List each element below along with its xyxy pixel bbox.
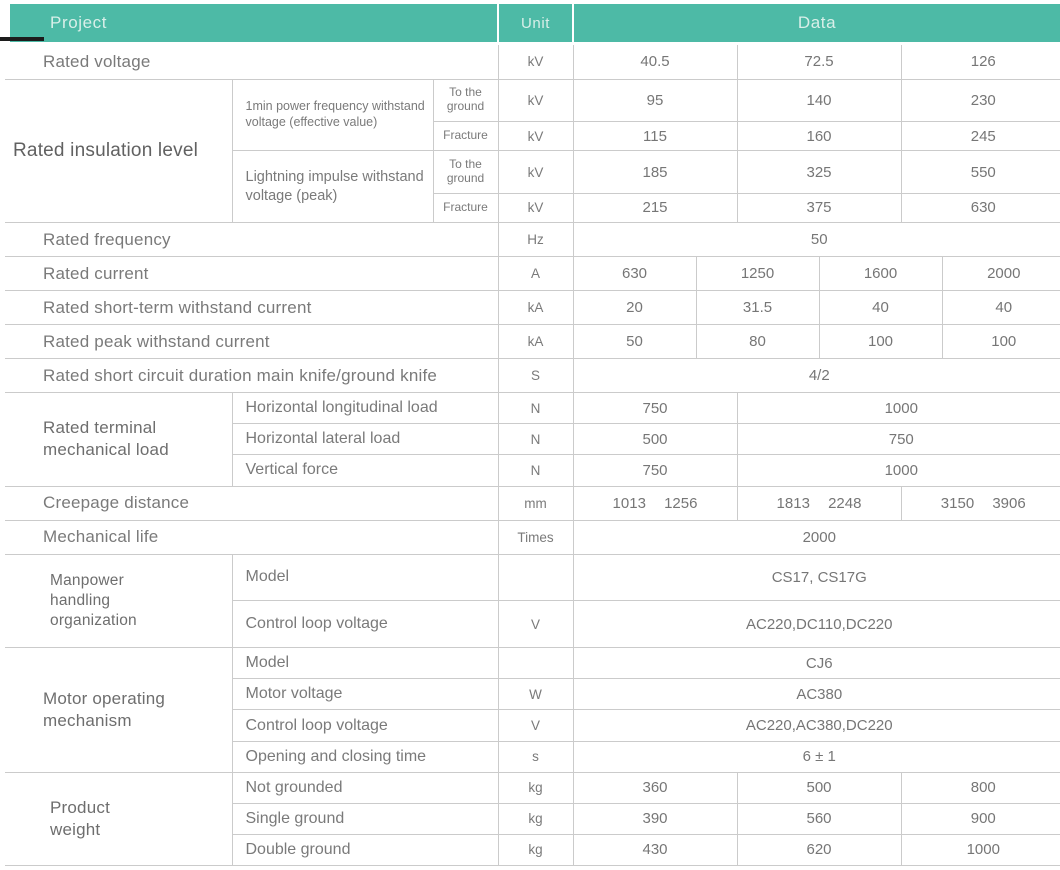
row-label: Rated peak withstand current xyxy=(5,325,498,359)
header-project: Project xyxy=(5,4,498,44)
group-label xyxy=(5,554,232,648)
value-cell: 215 xyxy=(573,193,737,223)
header-data: Data xyxy=(573,4,1060,44)
condition-label: To the ground xyxy=(433,151,498,193)
value-cell: 6 ± 1 xyxy=(573,741,1060,772)
value-cell: 80 xyxy=(696,325,819,359)
value-cell: 115 xyxy=(573,121,737,151)
table-row xyxy=(5,520,1060,554)
sub-label: Opening and closing time xyxy=(232,741,498,772)
sub-label: Horizontal lateral load xyxy=(232,424,498,455)
value-cell: 375 xyxy=(737,193,901,223)
value-cell: 360 xyxy=(573,772,737,803)
value-cell: 630 xyxy=(901,193,1060,223)
sub-label: Control loop voltage xyxy=(232,601,498,648)
value-cell: 1013 1256 xyxy=(573,486,737,520)
sub-label: Model xyxy=(232,648,498,679)
value-cell: 50 xyxy=(573,223,1060,257)
value-cell: 1250 xyxy=(696,257,819,291)
table-row xyxy=(5,393,1060,424)
specification-table xyxy=(0,4,1060,866)
table-row xyxy=(5,486,1060,520)
value-cell: 430 xyxy=(573,834,737,865)
value-cell: 325 xyxy=(737,151,901,193)
sub-label: Model xyxy=(232,554,498,601)
sub-label: Single ground xyxy=(232,803,498,834)
value-cell: 550 xyxy=(901,151,1060,193)
unit-cell: V xyxy=(498,601,573,648)
value-cell: 750 xyxy=(737,424,1060,455)
row-label: Rated current xyxy=(5,257,498,291)
value-cell: 2000 xyxy=(942,257,1060,291)
value-cell: 185 xyxy=(573,151,737,193)
sub-label-text: 1min power frequency withstand voltage (effective value) xyxy=(245,99,425,129)
group-label xyxy=(5,772,232,865)
value-cell: 1600 xyxy=(819,257,942,291)
row-label: Creepage distance xyxy=(5,486,498,520)
condition-label: Fracture xyxy=(433,121,498,151)
value-cell: CJ6 xyxy=(573,648,1060,679)
value-cell: 40 xyxy=(819,291,942,325)
value-cell: 31.5 xyxy=(696,291,819,325)
unit-cell: mm xyxy=(498,486,573,520)
sub-label xyxy=(232,151,433,223)
value-cell: 50 xyxy=(573,325,696,359)
value-cell: 95 xyxy=(573,79,737,121)
scan-artifact-line xyxy=(0,37,44,41)
value-cell: 560 xyxy=(737,803,901,834)
value-cell: CS17, CS17G xyxy=(573,554,1060,601)
unit-cell: Times xyxy=(498,520,573,554)
unit-cell: s xyxy=(498,741,573,772)
value-cell: 230 xyxy=(901,79,1060,121)
value-cell: 100 xyxy=(819,325,942,359)
value-cell: 126 xyxy=(901,44,1060,80)
value-cell: AC380 xyxy=(573,679,1060,710)
unit-cell: kV xyxy=(498,121,573,151)
unit-cell: kA xyxy=(498,291,573,325)
table-row xyxy=(5,359,1060,393)
value-cell: 140 xyxy=(737,79,901,121)
value-cell: 750 xyxy=(573,393,737,424)
unit-cell: kV xyxy=(498,151,573,193)
value-cell: 1000 xyxy=(901,834,1060,865)
value-cell: 20 xyxy=(573,291,696,325)
value-cell: 4/2 xyxy=(573,359,1060,393)
unit-cell: kV xyxy=(498,44,573,80)
sub-label: Horizontal longitudinal load xyxy=(232,393,498,424)
unit-cell: kV xyxy=(498,193,573,223)
value-cell: 40.5 xyxy=(573,44,737,80)
sub-label-text: Lightning impulse withstand voltage (peak) xyxy=(245,168,424,204)
unit-cell: N xyxy=(498,455,573,486)
value-cell: 245 xyxy=(901,121,1060,151)
value-cell: 2000 xyxy=(573,520,1060,554)
unit-cell: N xyxy=(498,424,573,455)
sub-label: Not grounded xyxy=(232,772,498,803)
group-label-text: Rated terminal mechanical load xyxy=(43,418,169,460)
row-label: Rated voltage xyxy=(5,44,498,80)
group-label: Rated insulation level xyxy=(5,79,232,223)
value-cell: 72.5 xyxy=(737,44,901,80)
sub-label xyxy=(232,79,433,151)
table-row xyxy=(5,554,1060,601)
unit-cell: N xyxy=(498,393,573,424)
value-cell: 3150 3906 xyxy=(901,486,1060,520)
group-label-text: Product weight xyxy=(50,797,110,839)
group-label xyxy=(5,648,232,772)
value-cell: 750 xyxy=(573,455,737,486)
value-cell: 800 xyxy=(901,772,1060,803)
value-cell: AC220,AC380,DC220 xyxy=(573,710,1060,741)
group-label-text: Manpower handling organization xyxy=(50,571,137,630)
value-cell: 620 xyxy=(737,834,901,865)
value-cell: 900 xyxy=(901,803,1060,834)
table-header-row xyxy=(5,4,1060,44)
table-row xyxy=(5,44,1060,80)
unit-cell: Hz xyxy=(498,223,573,257)
row-label: Rated short circuit duration main knife/ground knife xyxy=(5,359,498,393)
value-cell: 1000 xyxy=(737,393,1060,424)
value-cell: 1813 2248 xyxy=(737,486,901,520)
unit-cell: W xyxy=(498,679,573,710)
header-unit: Unit xyxy=(498,4,573,44)
unit-cell: kg xyxy=(498,834,573,865)
unit-cell: kg xyxy=(498,772,573,803)
value-cell: 500 xyxy=(573,424,737,455)
value-cell: AC220,DC110,DC220 xyxy=(573,601,1060,648)
value-cell: 40 xyxy=(942,291,1060,325)
table-row xyxy=(5,257,1060,291)
table-row xyxy=(5,648,1060,679)
unit-cell xyxy=(498,554,573,601)
unit-cell: kV xyxy=(498,79,573,121)
unit-cell: V xyxy=(498,710,573,741)
value-cell: 500 xyxy=(737,772,901,803)
sub-label: Control loop voltage xyxy=(232,710,498,741)
group-label-text: Motor operating mechanism xyxy=(43,688,166,730)
value-cell: 100 xyxy=(942,325,1060,359)
table-row xyxy=(5,223,1060,257)
group-label xyxy=(5,393,232,486)
condition-label: To the ground xyxy=(433,79,498,121)
row-label: Rated short-term withstand current xyxy=(5,291,498,325)
unit-cell: kg xyxy=(498,803,573,834)
condition-label: Fracture xyxy=(433,193,498,223)
table-row xyxy=(5,772,1060,803)
unit-cell: S xyxy=(498,359,573,393)
value-cell: 1000 xyxy=(737,455,1060,486)
value-cell: 160 xyxy=(737,121,901,151)
sub-label: Motor voltage xyxy=(232,679,498,710)
row-label: Rated frequency xyxy=(5,223,498,257)
row-label: Mechanical life xyxy=(5,520,498,554)
table-row xyxy=(5,325,1060,359)
table-row xyxy=(5,79,1060,121)
unit-cell: kA xyxy=(498,325,573,359)
sub-label: Double ground xyxy=(232,834,498,865)
value-cell: 390 xyxy=(573,803,737,834)
sub-label: Vertical force xyxy=(232,455,498,486)
unit-cell: A xyxy=(498,257,573,291)
value-cell: 630 xyxy=(573,257,696,291)
unit-cell xyxy=(498,648,573,679)
table-row xyxy=(5,291,1060,325)
